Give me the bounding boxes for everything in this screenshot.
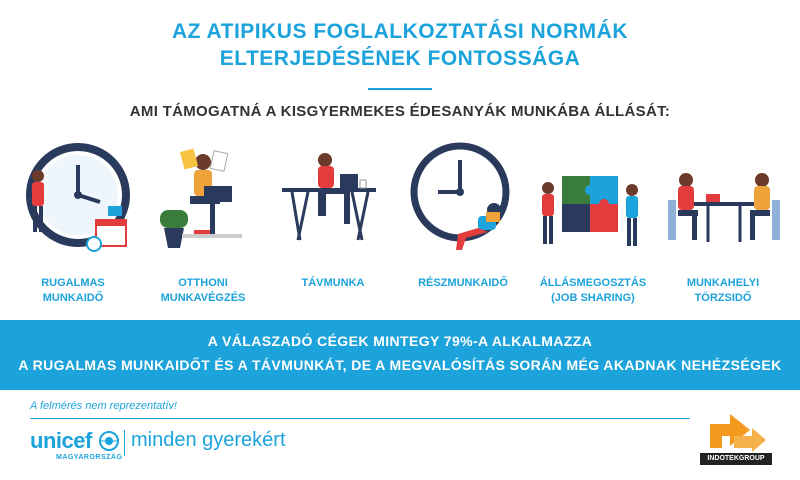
item-tavmunka [268,140,398,310]
footer-divider [30,418,690,419]
page-title [0,18,800,72]
part-time-clock-icon [398,140,528,270]
banner-line-1: A VÁLASZADÓ CÉGEK MINTEGY 79%-A ALKALMAZZA [207,333,593,349]
home-work-icon [138,140,268,270]
item-label: ÁLLÁSMEGOSZTÁS (JOB SHARING) [539,277,647,304]
unicef-logo [30,428,330,468]
item-label: RUGALMAS MUNKAIDŐ [41,277,105,304]
clock-woman-icon [8,140,138,270]
item-rugalmas-munkaido [8,140,138,310]
banner-line-2: A RUGALMAS MUNKAIDŐT ÉS A TÁVMUNKÁT, DE A MEGVALÓSÍTÁS SORÁN MÉG AKADNAK NEHÉZSÉGEK [18,357,782,373]
unicef-wordmark: unicef [30,428,92,453]
item-label: OTTHONI MUNKAVÉGZÉS [160,277,246,304]
puzzle-icon [528,140,658,270]
item-reszmunkaido [398,140,528,310]
logo-divider [124,430,125,456]
title-divider [368,88,432,90]
item-label: TÁVMUNKA [301,277,365,289]
disclaimer: A felmérés nem reprezentatív! [30,400,177,412]
meeting-icon [658,140,788,270]
remote-work-icon [268,140,398,270]
indotek-logo [700,410,772,466]
item-munkahelyi-torzsido [658,140,788,310]
item-label: RÉSZMUNKAIDŐ [418,277,508,289]
subtitle: AMI TÁMOGATNÁ A KISGYERMEKES ÉDESANYÁK MUNKÁBA ÁLLÁSÁT: [129,103,671,120]
unicef-globe-icon [98,430,120,452]
info-banner [0,320,800,390]
title-line-1: AZ ATIPIKUS FOGLALKOZTATÁSI NORMÁK [171,20,628,43]
item-label: MUNKAHELYI TÖRZSIDŐ [686,277,760,304]
item-otthoni-munkavegzes [138,140,268,310]
item-allasmegosztas [528,140,658,310]
indotek-arrow-icon [700,410,772,454]
indotek-label: INDOTEKGROUP [700,453,772,465]
title-line-2: ELTERJEDÉSÉNEK FONTOSSÁGA [219,47,581,70]
unicef-tagline: minden gyerekért [131,429,286,451]
unicef-country: MAGYARORSZÁG [56,454,123,461]
